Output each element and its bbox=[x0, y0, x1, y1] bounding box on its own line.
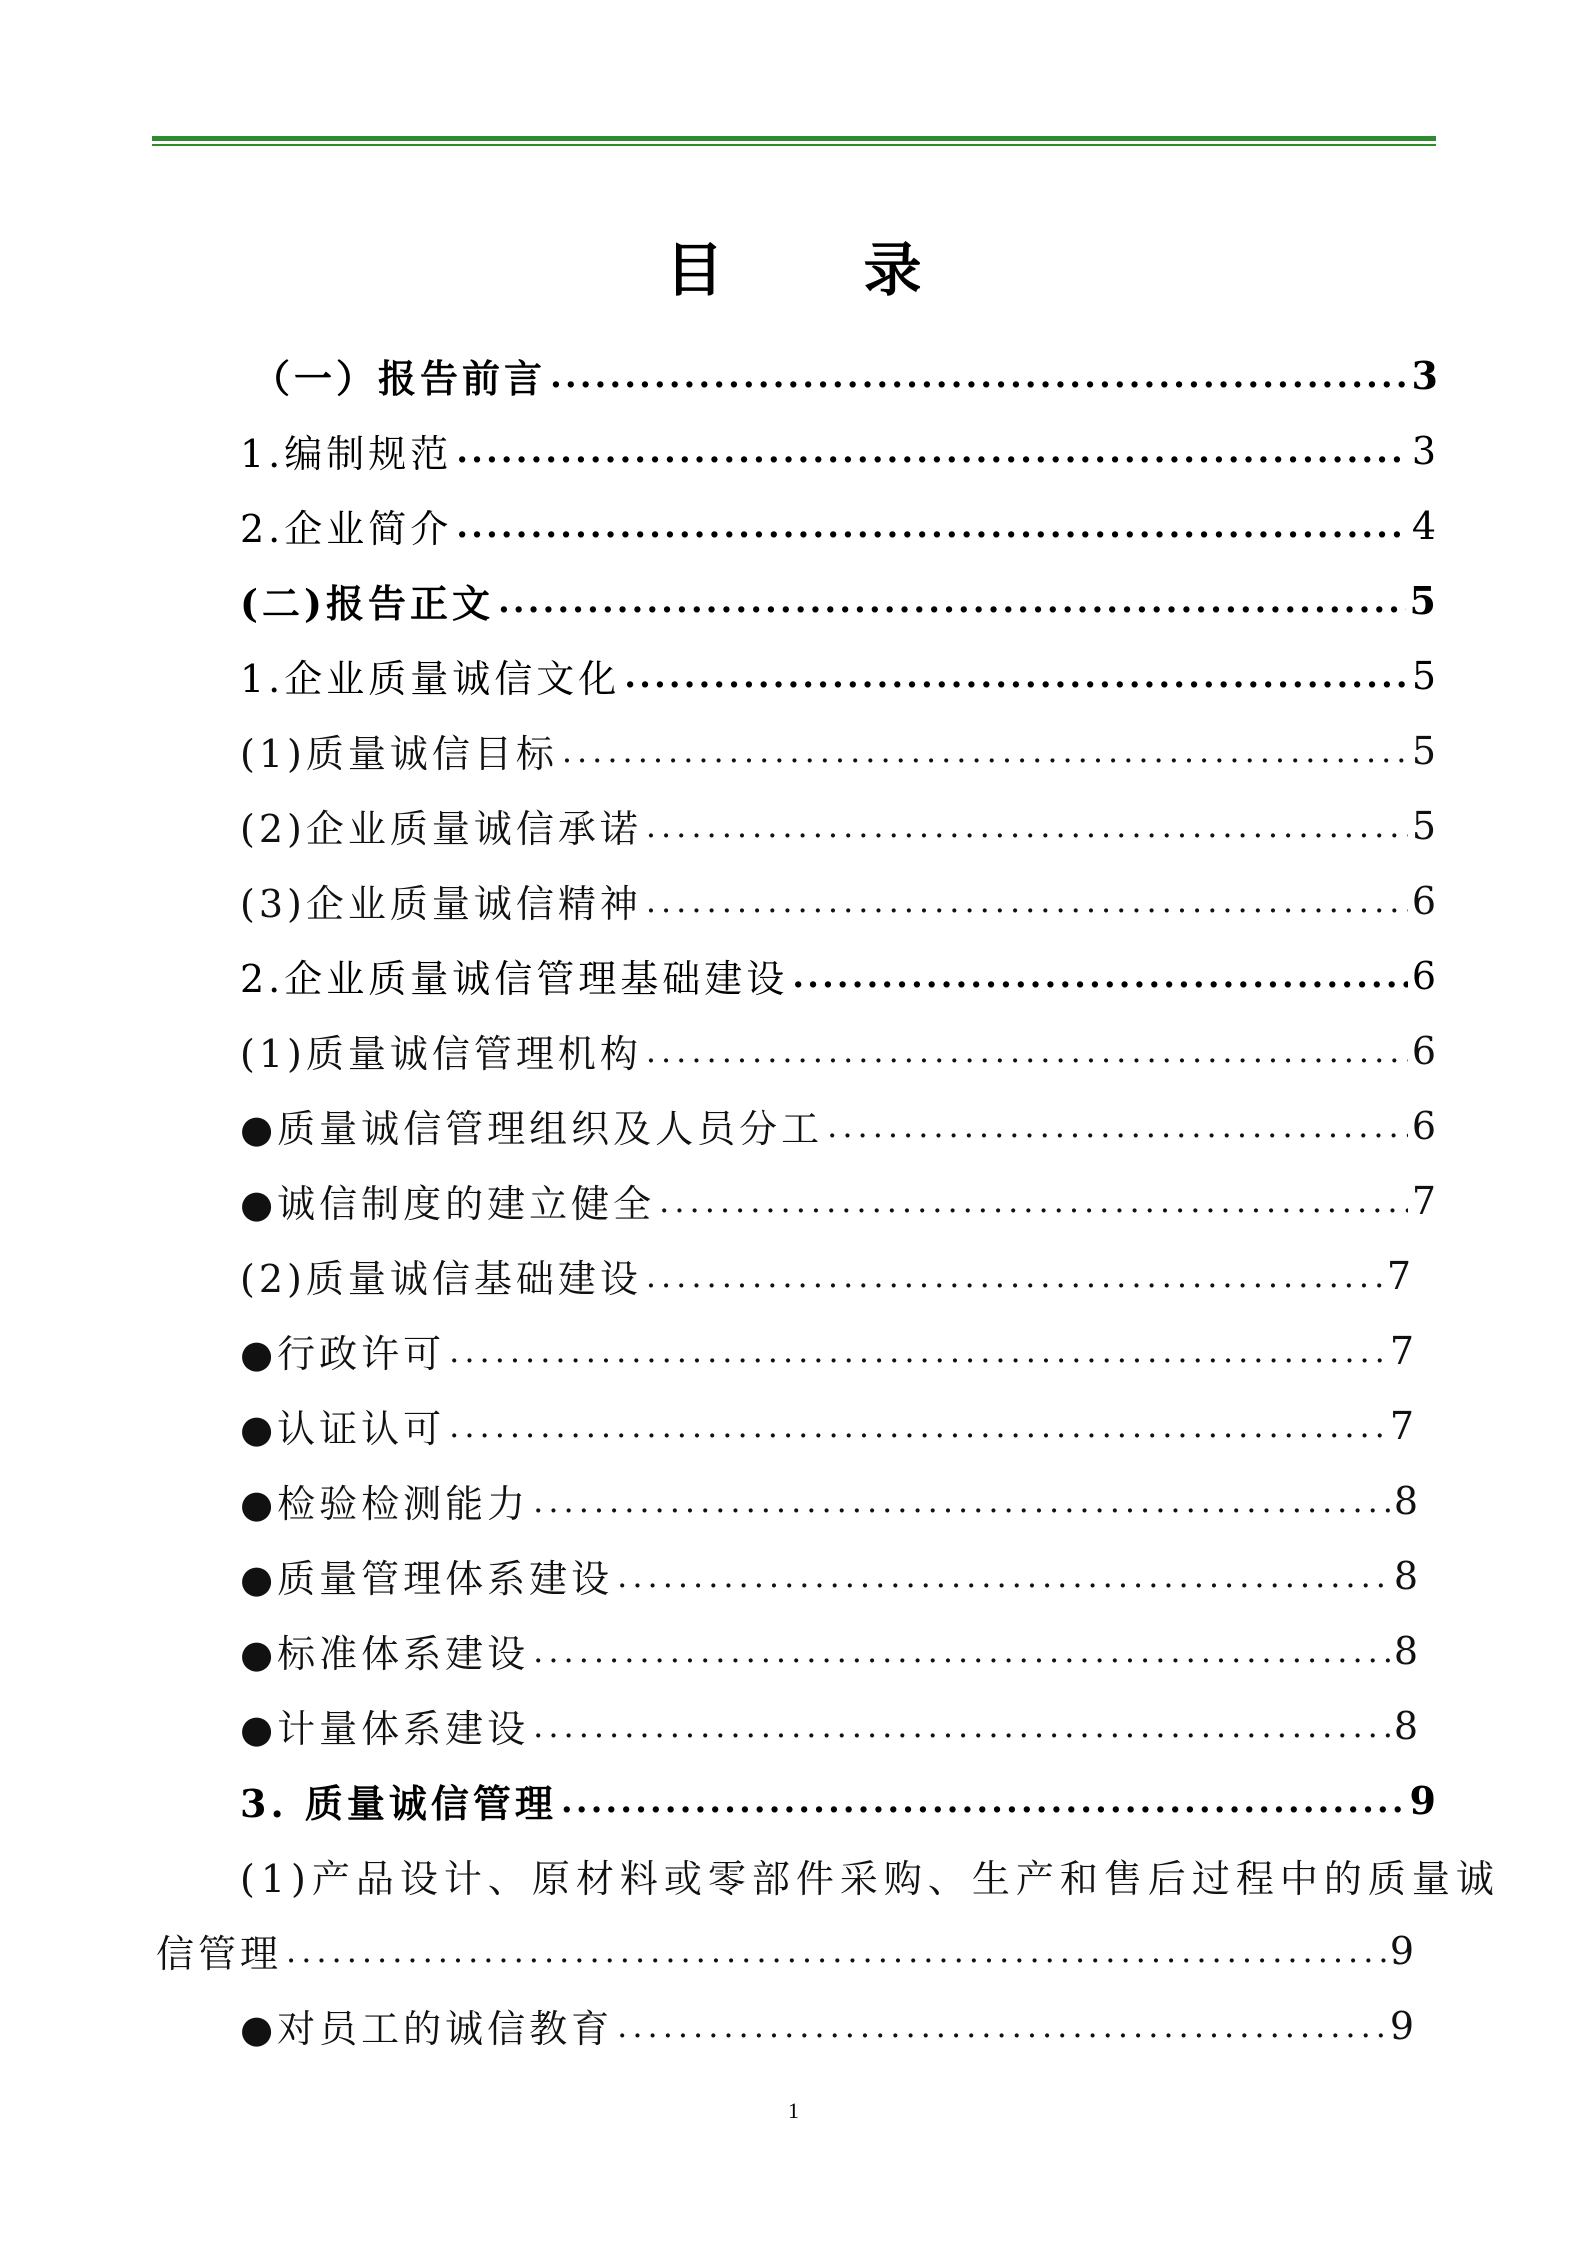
toc-entry-text: ●质量诚信管理组织及人员分工 bbox=[240, 1107, 824, 1151]
toc-entry-page: 8 bbox=[1393, 1628, 1422, 1673]
toc-leader bbox=[561, 1781, 1406, 1821]
toc-entry-text: ●标准体系建设 bbox=[240, 1632, 530, 1676]
toc-leader bbox=[533, 1632, 1390, 1670]
toc-leader bbox=[286, 1932, 1386, 1970]
toc-entry-text: ●认证认可 bbox=[240, 1407, 446, 1451]
toc-entry[interactable] bbox=[240, 1013, 1440, 1088]
toc-entry-text: ●计量体系建设 bbox=[240, 1707, 530, 1751]
toc-entry-text: (1)质量诚信管理机构 bbox=[240, 1032, 642, 1076]
toc-entry-page: 9 bbox=[1389, 2003, 1418, 2048]
toc-leader bbox=[449, 1332, 1386, 1370]
toc-entry-text: 1.企业质量诚信文化 bbox=[240, 657, 621, 701]
toc-entry[interactable] bbox=[240, 863, 1440, 938]
toc-entry-text: (1)产品设计、原材料或零部件采购、生产和售后过程中的质量诚 bbox=[240, 1857, 1500, 1901]
toc-entry-page: 6 bbox=[1411, 953, 1440, 998]
toc-leader bbox=[617, 2007, 1386, 2045]
toc-leader bbox=[533, 1482, 1390, 1520]
toc-leader bbox=[562, 732, 1408, 770]
toc-entry[interactable] bbox=[240, 1313, 1418, 1388]
toc-entry-page: 5 bbox=[1411, 728, 1440, 773]
toc-entry-page: 5 bbox=[1409, 578, 1440, 623]
toc-entry-page: 7 bbox=[1386, 1253, 1415, 1298]
toc-entry-text: ●对员工的诚信教育 bbox=[240, 2007, 614, 2051]
toc-entry[interactable] bbox=[240, 488, 1440, 563]
toc-entry[interactable] bbox=[240, 563, 1440, 638]
toc-leader bbox=[624, 656, 1408, 696]
toc-entry-text: ●质量管理体系建设 bbox=[240, 1557, 614, 1601]
toc-leader bbox=[659, 1182, 1408, 1220]
toc-entry-page: 8 bbox=[1393, 1703, 1422, 1748]
page-number: 1 bbox=[788, 2098, 799, 2123]
toc-entry[interactable] bbox=[240, 1163, 1440, 1238]
toc-entry-text: (1)质量诚信目标 bbox=[240, 732, 558, 776]
toc-leader bbox=[498, 581, 1406, 621]
toc-entry[interactable] bbox=[240, 1463, 1422, 1538]
toc-entry[interactable] bbox=[240, 938, 1440, 1013]
toc-entry-text: (3)企业质量诚信精神 bbox=[240, 882, 642, 926]
toc-entry-page: 3 bbox=[1411, 428, 1440, 473]
toc-leader bbox=[792, 956, 1408, 996]
toc-entry[interactable] bbox=[240, 1613, 1422, 1688]
toc-leader bbox=[449, 1407, 1386, 1445]
toc-entry-text: （一）报告前言 bbox=[252, 356, 547, 401]
toc-leader bbox=[646, 882, 1408, 920]
toc-entry-page: 7 bbox=[1389, 1403, 1418, 1448]
toc-leader bbox=[456, 506, 1408, 546]
toc-entry-text: 2.企业简介 bbox=[240, 507, 453, 551]
toc-leader bbox=[646, 1257, 1383, 1295]
toc-entry[interactable] bbox=[252, 338, 1442, 413]
toc-entry-page: 3 bbox=[1411, 353, 1442, 398]
toc-entry-page: 7 bbox=[1411, 1178, 1440, 1223]
toc-title: 目录 bbox=[665, 236, 1062, 304]
toc-leader bbox=[533, 1707, 1390, 1745]
toc-leader bbox=[646, 1032, 1408, 1070]
toc-entry-text: 3. 质量诚信管理 bbox=[240, 1781, 557, 1826]
toc-entry[interactable] bbox=[240, 1988, 1418, 2063]
toc-leader bbox=[617, 1557, 1390, 1595]
toc-entry[interactable] bbox=[240, 713, 1440, 788]
toc-entry-text: (2)企业质量诚信承诺 bbox=[240, 807, 642, 851]
toc-entry-page: 5 bbox=[1411, 803, 1440, 848]
toc-entry-text: 2.企业质量诚信管理基础建设 bbox=[240, 957, 789, 1001]
toc-entry-text: 1.编制规范 bbox=[240, 432, 453, 476]
toc-entry[interactable] bbox=[240, 1388, 1418, 1463]
toc-leader bbox=[646, 807, 1408, 845]
toc-entry-page: 9 bbox=[1409, 1778, 1440, 1823]
toc-entry-page: 5 bbox=[1411, 653, 1440, 698]
toc-entry[interactable] bbox=[240, 638, 1440, 713]
toc-entry-continuation[interactable] bbox=[156, 1913, 1418, 1988]
toc-entry-text: (2)质量诚信基础建设 bbox=[240, 1257, 642, 1301]
toc-entry-page: 6 bbox=[1411, 1103, 1440, 1148]
toc-entry-page: 8 bbox=[1393, 1478, 1422, 1523]
toc-entry-text: (二)报告正文 bbox=[240, 581, 494, 626]
toc-entry-page: 8 bbox=[1393, 1553, 1422, 1598]
toc-entry-page: 7 bbox=[1389, 1328, 1418, 1373]
toc-entry[interactable] bbox=[240, 788, 1440, 863]
toc-leader bbox=[456, 431, 1408, 471]
toc-entry[interactable] bbox=[240, 1538, 1422, 1613]
toc-entry-page: 9 bbox=[1389, 1928, 1418, 1973]
toc-entry[interactable] bbox=[240, 1238, 1415, 1313]
toc-entry[interactable] bbox=[240, 1688, 1422, 1763]
toc-leader bbox=[550, 356, 1408, 396]
toc-entry-text: 信管理 bbox=[156, 1932, 283, 1976]
toc-entry-wrapped[interactable] bbox=[240, 1838, 1500, 1913]
toc-entry[interactable] bbox=[240, 1088, 1440, 1163]
toc-entry-page: 4 bbox=[1411, 503, 1440, 548]
toc-entry[interactable] bbox=[240, 1763, 1440, 1838]
toc-entry-page: 6 bbox=[1411, 878, 1440, 923]
toc-leader bbox=[827, 1107, 1408, 1145]
toc-entry-text: ●诚信制度的建立健全 bbox=[240, 1182, 656, 1226]
toc-entry[interactable] bbox=[240, 413, 1440, 488]
toc-entry-text: ●检验检测能力 bbox=[240, 1482, 530, 1526]
toc-entry-page: 6 bbox=[1411, 1028, 1440, 1073]
toc-entry-text: ●行政许可 bbox=[240, 1332, 446, 1376]
